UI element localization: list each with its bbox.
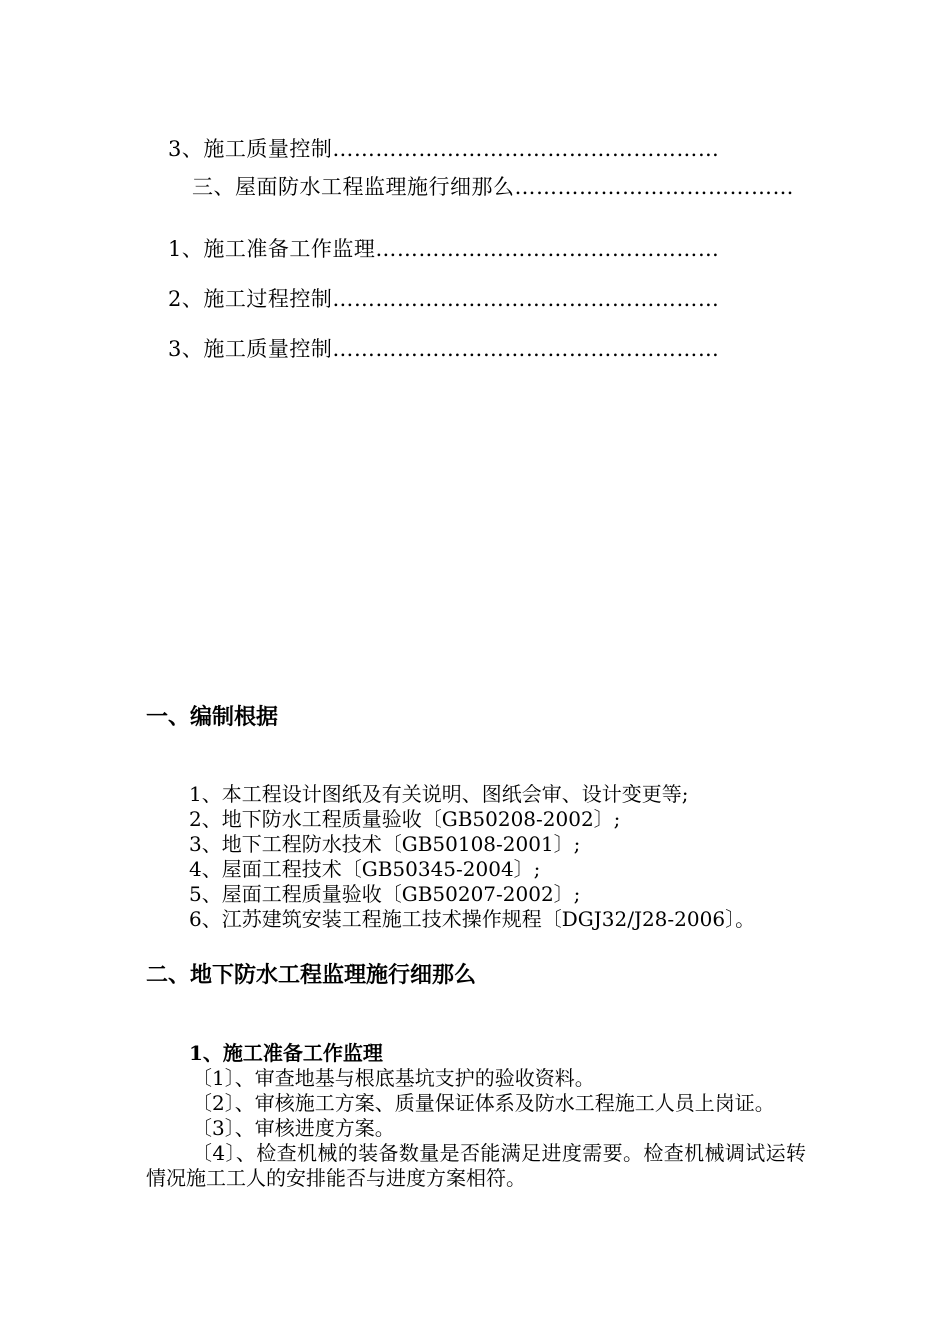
reference-item: 4、屋面工程技术〔GB50345-2004〕; [189, 857, 541, 881]
section-heading-basis: 一、编制根据 [146, 705, 279, 730]
reference-list [189, 782, 755, 932]
reference-item: 6、江苏建筑安装工程施工技术操作规程〔DGJ32/J28-2006〕。 [189, 907, 756, 931]
reference-item: 1、本工程设计图纸及有关说明、图纸会审、设计变更等; [189, 782, 689, 806]
paragraph: 〔4〕、检查机械的装备数量是否能满足进度需要。检查机械调试运转情况施工工人的安排能否与进度方案相符。 [146, 1141, 806, 1190]
toc-entry-process-control: 2、施工过程控制……………………………………………… [168, 287, 720, 311]
toc-entry-preparation: 1、施工准备工作监理………………………………………… [168, 237, 720, 261]
preparation-paragraphs [146, 1066, 806, 1191]
paragraph: 〔3〕、审核进度方案。 [192, 1116, 395, 1140]
paragraph: 〔1〕、审查地基与根底基坑支护的验收资料。 [192, 1066, 595, 1090]
toc-entry-roof-waterproofing: 三、屋面防水工程监理施行细那么………………………………… [192, 175, 794, 199]
toc-entry-quality-control-2: 3、施工质量控制……………………………………………… [168, 337, 720, 361]
section-heading-underground: 二、地下防水工程监理施行细那么 [146, 963, 477, 988]
subheading-preparation: 1、施工准备工作监理 [189, 1041, 383, 1065]
reference-item: 2、地下防水工程质量验收〔GB50208-2002〕; [189, 807, 621, 831]
toc-entry-quality-control-1: 3、施工质量控制……………………………………………… [168, 137, 720, 161]
paragraph: 〔2〕、审核施工方案、质量保证体系及防水工程施工人员上岗证。 [192, 1091, 775, 1115]
reference-item: 5、屋面工程质量验收〔GB50207-2002〕; [189, 882, 581, 906]
reference-item: 3、地下工程防水技术〔GB50108-2001〕; [189, 832, 581, 856]
